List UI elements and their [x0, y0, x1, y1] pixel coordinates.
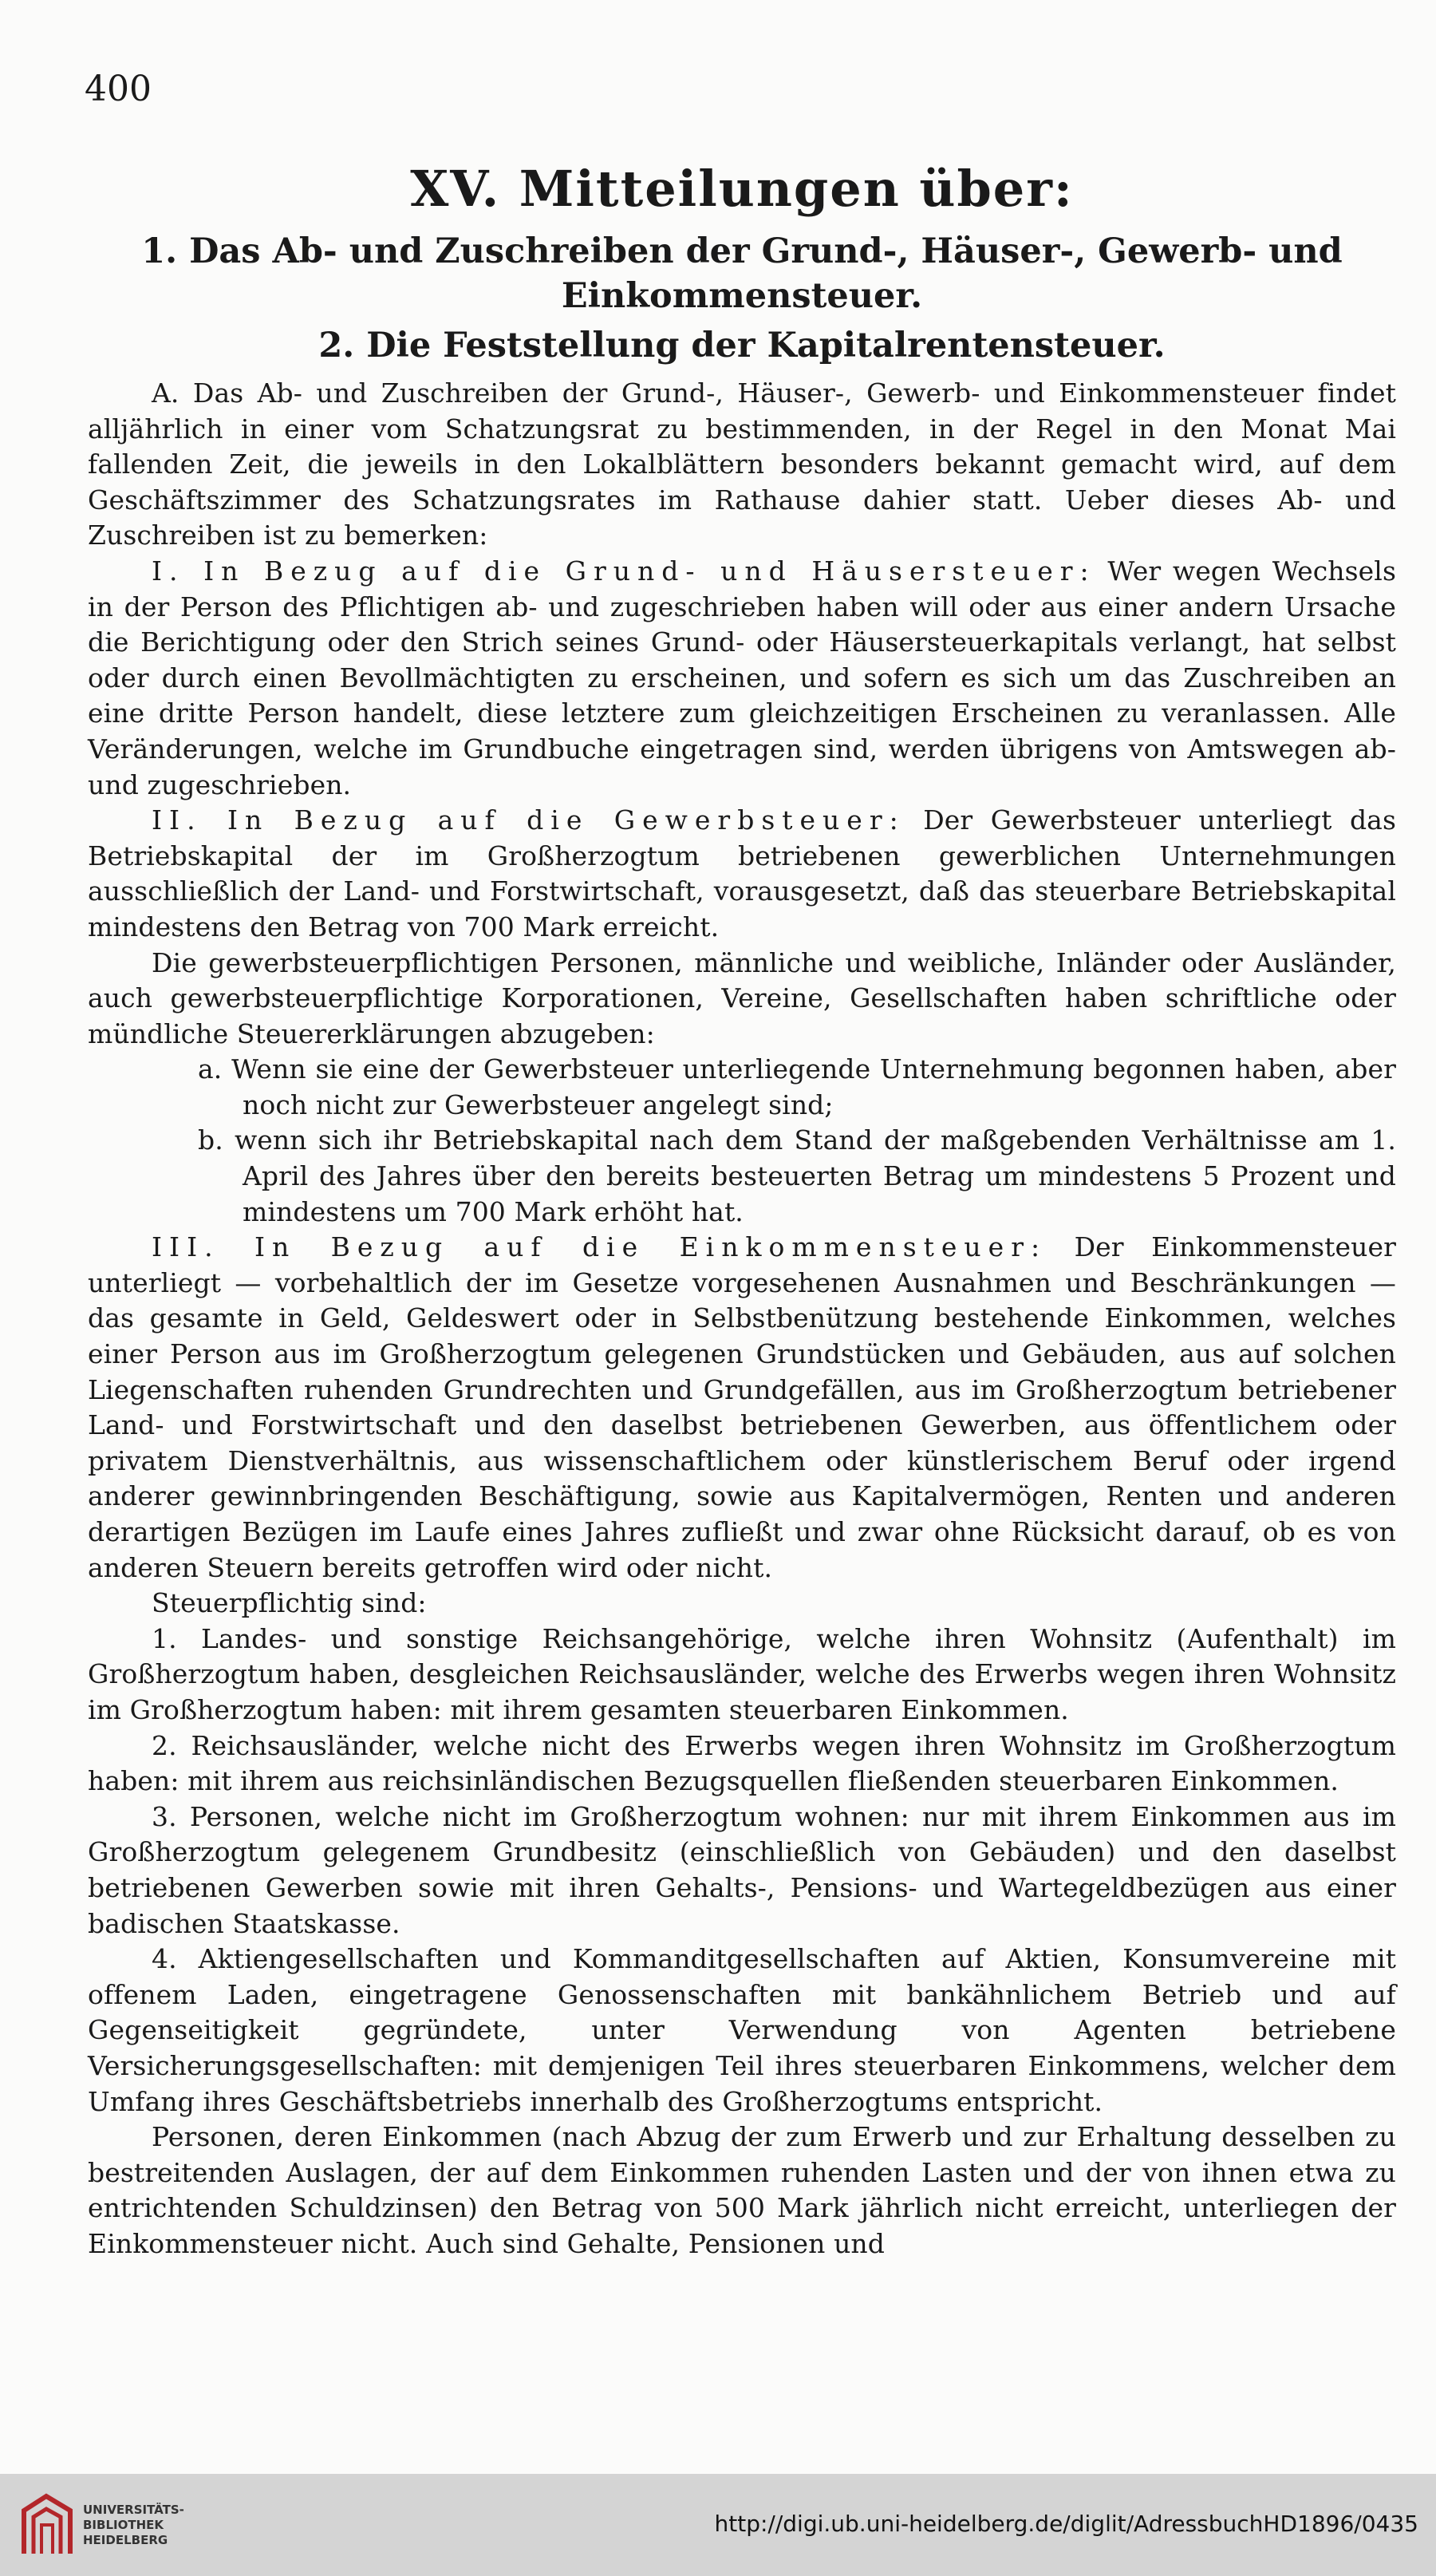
paragraph-iii-last: Personen, deren Einkommen (nach Abzug der zum Erwerb und zur Erhaltung desselben zu bestreitenden Auslagen, der auf dem Einkommen ruhenden Lasten und der von ihnen etwa zu entrichtenden Schuldzinsen) den Betrag von 500 Mark jährlich nicht erreicht, unterliegen der Einkommensteuer nicht. Auch sind Gehalte, Pensionen und	[88, 2121, 1396, 2259]
section-subtitle-2: 2. Die Feststellung der Kapitalrentensteuer.	[318, 326, 1166, 365]
paragraph-i-body: Wer wegen Wechsels in der Person des Pflichtigen ab- und zugeschrieben haben will oder aus einer andern Ursache die Berichtigung oder den Strich seines Grund- oder Häusersteuerkapitals verlangt, hat selbst oder durch einen Bevollmächtigten zu erscheinen, und sofern es sich um das Zuschreiben an eine dritte Person handelt, diese letztere zum gleichzeitigen Erscheinen zu veranlassen. Alle Veränderungen, welche im Grundbuche eingetragen sind, werden übrigens von Amtswegen ab- und zugeschrieben.	[88, 555, 1396, 800]
paragraph-iii-item-1: 1. Landes- und sonstige Reichsangehörige, welche ihren Wohnsitz (Aufenthalt) im Großherzogtum haben, desgleichen Reichsausländer, welche des Erwerbs wegen ihren Wohnsitz im Großherzogtum haben: mit ihrem gesamten steuerbaren Einkommen.	[88, 1622, 1396, 1725]
paragraph-i	[88, 554, 1396, 803]
paragraph-iii-body: Der Einkommensteuer unterliegt — vorbehaltlich der im Gesetze vorgesehenen Ausnahmen und Beschränkungen — das gesamte in Geld, Geldeswert oder in Selbstbenützung bestehende Einkommen, welches einer Person aus im Großherzogtum gelegenen Grundstücken und Gebäuden, aus auf solchen Liegenschaften ruhenden Grundrechten und Grundgefällen, aus im Großherzogtum betriebener Land- und Forstwirtschaft und den daselbst betriebenen Gewerben, aus öffentlichem oder privatem Dienstverhältnis, aus wissenschaftlichem oder künstlerischem Beruf oder irgend anderer gewinnbringenden Beschäftigung, sowie aus Kapitalvermögen, Renten und anderen derartigen Bezügen im Laufe eines Jahres zufließt und zwar ohne Rücksicht darauf, ob es von anderen Steuern bereits getroffen wird oder nicht.	[88, 1231, 1396, 1583]
paragraph-ii	[88, 803, 1396, 945]
page-content	[88, 160, 1396, 2262]
library-name	[83, 2503, 184, 2548]
university-library-logo-icon	[18, 2490, 77, 2560]
paragraph-a: A. Das Ab- und Zuschreiben der Grund-, Häuser-, Gewerb- und Einkommensteuer findet alljährlich in einer vom Schatzungsrat zu bestimmenden, in der Regel in den Monat Mai fallenden Zeit, die jeweils in den Lokalblättern besonders bekannt gemacht wird, auf dem Geschäftszimmer des Schatzungsrates im Rathause dahier statt. Ueber dieses Ab- und Zuschreiben ist zu bemerken:	[88, 377, 1396, 551]
paragraph-ii-b: b. wenn sich ihr Betriebskapital nach dem Stand der maßgebenden Verhältnisse am 1. April des Jahres über den bereits besteuerten Betrag um mindestens 5 Prozent und mindestens um 700 Mark erhöht hat.	[198, 1124, 1396, 1227]
paragraph-iii-item-3: 3. Personen, welche nicht im Großherzogtum wohnen: nur mit ihrem Einkommen aus im Großherzogtum gelegenem Grundbesitz (einschließlich von Gebäuden) und den daselbst betriebenen Gewerben sowie mit ihren Gehalts-, Pensions- und Wartegeldbezügen aus einer badischen Staatskasse.	[88, 1800, 1396, 1939]
footer-bar	[0, 2474, 1436, 2576]
paragraph-iii	[88, 1230, 1396, 1586]
section-title: XV. Mitteilungen über:	[410, 160, 1074, 218]
paragraph-iii-item-4: 4. Aktiengesellschaften und Kommanditgesellschaften auf Aktien, Konsumvereine mit offenem Laden, eingetragene Genossenschaften mit bankähnlichem Betrieb und auf Gegenseitigkeit gegründete, unter Verwendung von Agenten betriebene Versicherungsgesellschaften: mit demjenigen Teil ihres steuerbaren Einkommens, welcher dem Umfang ihres Geschäftsbetriebs innerhalb des Großherzogtums entspricht.	[88, 1943, 1396, 2117]
paragraph-ii-a: a. Wenn sie eine der Gewerbsteuer unterliegende Unternehmung begonnen haben, aber noch nicht zur Gewerbsteuer angelegt sind;	[198, 1053, 1396, 1120]
paragraph-i-lead: I. In Bezug auf die Grund- und Häusersteuer:	[152, 555, 1096, 587]
paragraph-ii-lead: II. In Bezug auf die Gewerbsteuer:	[152, 804, 905, 836]
paragraph-ii-body: Der Gewerbsteuer unterliegt das Betriebskapital der im Großherzogtum betriebenen gewerblichen Unternehmungen ausschließlich der Land- und Forstwirtschaft, vorausgesetzt, daß das steuerbare Betriebskapital mindestens den Betrag von 700 Mark erreicht.	[88, 804, 1396, 942]
paragraph-ii-2: Die gewerbsteuerpflichtigen Personen, männliche und weibliche, Inländer oder Ausländer, auch gewerbsteuerpflichtige Korporationen, Vereine, Gesellschaften haben schriftliche oder mündliche Steuererklärungen abzugeben:	[88, 946, 1396, 1049]
paragraph-iii-lead: III. In Bezug auf die Einkommensteuer:	[152, 1231, 1047, 1263]
paragraph-iii-item-2: 2. Reichsausländer, welche nicht des Erwerbs wegen ihren Wohnsitz im Großherzogtum haben: mit ihrem aus reichsinländischen Bezugsquellen fließenden steuerbaren Einkommen.	[88, 1729, 1396, 1797]
library-name-line-3: HEIDELBERG	[83, 2533, 168, 2547]
library-name-line-2: BIBLIOTHEK	[83, 2518, 164, 2532]
library-name-line-1: UNIVERSITÄTS-	[83, 2503, 184, 2517]
source-url-link[interactable]: http://digi.ub.uni-heidelberg.de/diglit/AdressbuchHD1896/0435	[714, 2511, 1418, 2537]
section-subtitle-1: 1. Das Ab- und Zuschreiben der Grund-, Häuser-, Gewerb- und Einkommensteuer.	[141, 231, 1343, 316]
paragraph-iii-2: Steuerpflichtig sind:	[152, 1587, 427, 1619]
page-number: 400	[85, 69, 152, 109]
